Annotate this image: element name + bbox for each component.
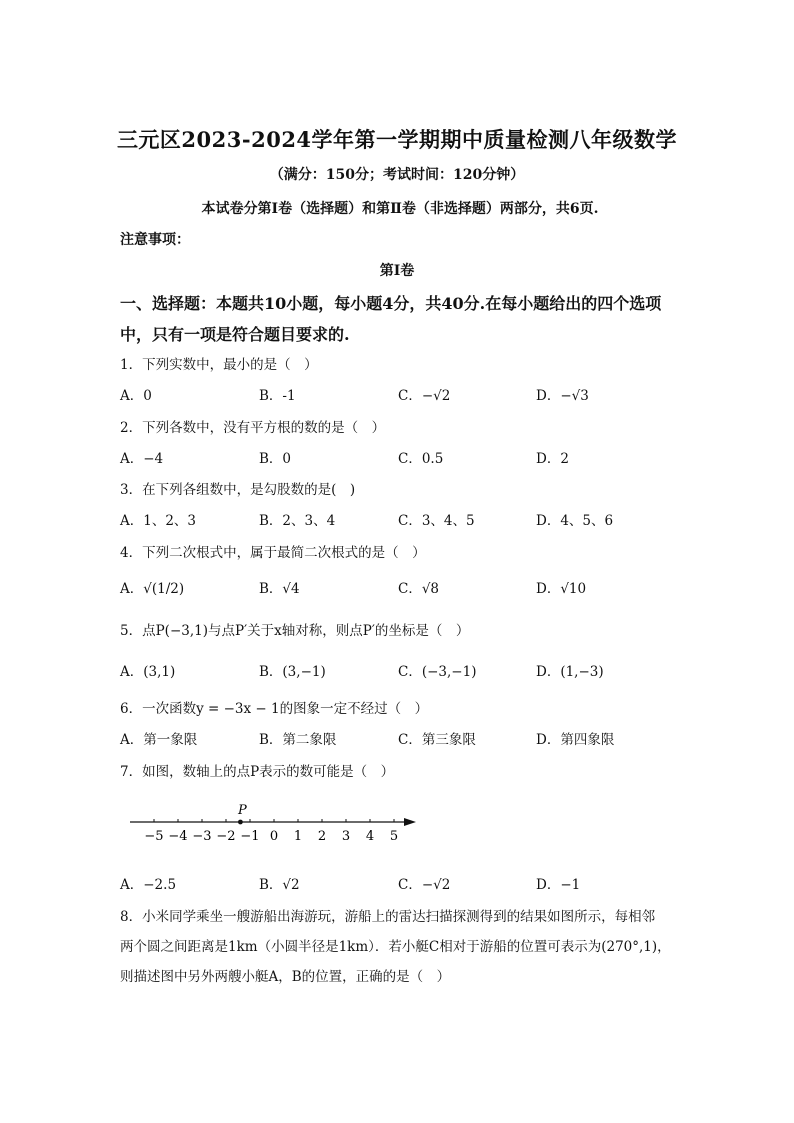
number-line-tick-label: 0 [269, 829, 279, 844]
question-4-stem: 4．下列二次根式中，属于最简二次根式的是（ ） [120, 545, 426, 561]
option-b: B．√2 [259, 877, 300, 893]
option-a: A．−4 [120, 451, 164, 467]
number-line-tick-label: 3 [341, 829, 351, 844]
option-d: D．第四象限 [536, 732, 615, 748]
exam-intro: 本试卷分第Ⅰ卷（选择题）和第Ⅱ卷（非选择题）两部分，共6页. [201, 201, 599, 217]
question-2-stem: 2．下列各数中，没有平方根的数的是（ ） [120, 420, 386, 436]
option-d: D．2 [536, 451, 569, 467]
volume-heading: 第Ⅰ卷 [379, 263, 415, 279]
number-line-tick-label: −4 [168, 829, 188, 844]
option-c: C．(−3,−1) [398, 664, 477, 680]
option-c: C．−√2 [398, 877, 451, 893]
question-8-line-3: 则描述图中另外两艘小艇A，B的位置，正确的是（ ） [120, 969, 451, 985]
question-7-stem: 7．如图，数轴上的点P表示的数可能是（ ） [120, 764, 395, 780]
number-line-tick-label: 1 [293, 829, 303, 844]
option-a: A．(3,1) [120, 664, 176, 680]
question-6-options [120, 728, 680, 752]
question-3-options [120, 509, 680, 533]
option-a: A．0 [120, 388, 152, 404]
option-d: D．(1,−3) [536, 664, 604, 680]
option-b: B．2、3、4 [259, 513, 336, 529]
option-c: C．3、4、5 [398, 513, 475, 529]
option-a: A．第一象限 [120, 732, 198, 748]
number-line-tick-label: −1 [240, 829, 260, 844]
option-d: D．√10 [536, 581, 587, 597]
number-line-arrow-icon [404, 818, 416, 826]
number-line-tick-label: −5 [144, 829, 164, 844]
option-a: A．−2.5 [120, 877, 177, 893]
question-5-stem: 5．点P(−3,1)与点P′关于x轴对称，则点P′的坐标是（ ） [120, 623, 470, 639]
page-title: 三元区2023-2024学年第一学期期中质量检测八年级数学 [116, 127, 678, 152]
number-line-tick-label: 4 [365, 829, 375, 844]
option-b: B．(3,−1) [259, 664, 326, 680]
option-c: C．第三象限 [398, 732, 476, 748]
option-d: D．−1 [536, 877, 581, 893]
option-b: B．第二象限 [259, 732, 337, 748]
point-p-label: P [238, 803, 247, 818]
question-1-stem: 1．下列实数中，最小的是（ ） [120, 357, 318, 373]
question-5-options [120, 660, 680, 684]
option-a: A．√(1/2) [120, 581, 185, 597]
number-line-tick-label: 5 [389, 829, 399, 844]
question-8-stem [120, 902, 680, 992]
option-c: C．0.5 [398, 451, 444, 467]
question-1-options [120, 384, 680, 408]
exam-info: （满分：150分；考试时间：120分钟） [269, 167, 525, 183]
point-p-marker [238, 820, 243, 825]
option-b: B．0 [259, 451, 292, 467]
question-8-line-2: 两个圆之间距离是1km（小圆半径是1km）．若小艇C相对于游船的位置可表示为(270°,1)， [120, 939, 671, 955]
number-line-tick-label: −2 [216, 829, 236, 844]
number-line-ticks [144, 819, 398, 844]
option-c: C．−√2 [398, 388, 451, 404]
section-heading-line1: 一、选择题：本题共10小题，每小题4分，共40分.在每小题给出的四个选项 [120, 294, 662, 313]
question-8-line-1: 8．小米同学乘坐一艘游船出海游玩，游船上的雷达扫描探测得到的结果如图所示，每相邻 [120, 909, 656, 925]
number-line-tick-label: 2 [317, 829, 327, 844]
question-7-options [120, 873, 680, 897]
section-heading-line2: 中，只有一项是符合题目要求的. [120, 325, 350, 344]
question-4-options [120, 577, 680, 601]
option-b: B．√4 [259, 581, 300, 597]
question-2-options [120, 447, 680, 471]
option-c: C．√8 [398, 581, 440, 597]
option-d: D．4、5、6 [536, 513, 614, 529]
question-6-stem: 6．一次函数y = −3x − 1的图象一定不经过（ ） [120, 701, 429, 717]
number-line-tick-label: −3 [192, 829, 212, 844]
number-line-figure [120, 796, 430, 846]
notice-heading: 注意事项： [120, 232, 190, 248]
option-d: D．−√3 [536, 388, 589, 404]
option-b: B．-1 [259, 388, 296, 404]
option-a: A．1、2、3 [120, 513, 197, 529]
question-3-stem: 3．在下列各组数中，是勾股数的是( ) [120, 482, 356, 498]
